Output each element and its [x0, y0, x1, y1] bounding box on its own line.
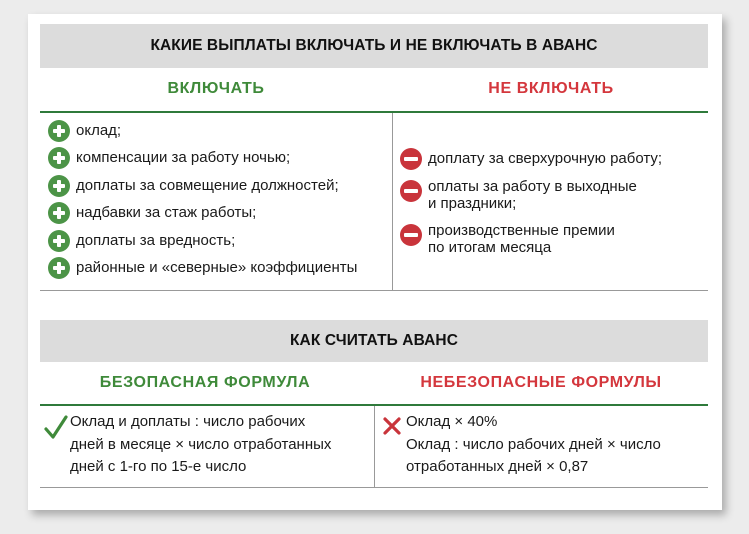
exclude-item: оплаты за работу в выходные и праздники;	[400, 178, 637, 212]
unsafe-formula-text: Оклад × 40% Оклад : число рабочих дней × число отработанных дней × 0,87	[406, 413, 661, 475]
include-item: районные и «северные» коэффициенты	[48, 259, 357, 279]
safe-formula-text: Оклад и доплаты : число рабочих дней в месяце × число отработанных дней с 1-го по 15-е число	[70, 413, 332, 475]
exclude-item: производственные премии по итогам месяца	[400, 222, 615, 256]
section-title-include: КАКИЕ ВЫПЛАТЫ ВКЛЮЧАТЬ И НЕ ВКЛЮЧАТЬ В АВАНС	[40, 24, 708, 68]
cross-icon	[382, 416, 402, 436]
safe-formula-heading: БЕЗОПАСНАЯ ФОРМУЛА	[99, 374, 311, 391]
plus-circle-icon	[48, 147, 70, 169]
bottom-divider	[40, 487, 708, 488]
plus-circle-icon	[48, 230, 70, 252]
check-icon	[44, 414, 68, 440]
plus-circle-icon	[48, 120, 70, 142]
include-item: оклад;	[48, 122, 121, 142]
minus-circle-icon	[400, 224, 422, 246]
green-divider	[40, 111, 708, 113]
plus-circle-icon	[48, 175, 70, 197]
include-item: надбавки за стаж работы;	[48, 204, 256, 224]
include-item: компенсации за работу ночью;	[48, 149, 290, 169]
include-item: доплаты за вредность;	[48, 232, 235, 252]
exclude-item: доплату за сверхурочную работу;	[400, 150, 662, 170]
plus-circle-icon	[48, 202, 70, 224]
column-divider	[392, 113, 393, 291]
exclude-heading: НЕ ВКЛЮЧАТЬ	[488, 80, 614, 97]
infographic-card	[28, 14, 722, 510]
minus-circle-icon	[400, 148, 422, 170]
bottom-divider	[40, 290, 708, 291]
unsafe-formula-heading: НЕБЕЗОПАСНЫЕ ФОРМУЛЫ	[420, 374, 662, 391]
include-heading: ВКЛЮЧАТЬ	[167, 80, 265, 97]
plus-circle-icon	[48, 257, 70, 279]
include-item: доплаты за совмещение должностей;	[48, 177, 339, 197]
minus-circle-icon	[400, 180, 422, 202]
column-divider	[374, 406, 375, 488]
section-title-calc: КАК СЧИТАТЬ АВАНС	[40, 320, 708, 362]
